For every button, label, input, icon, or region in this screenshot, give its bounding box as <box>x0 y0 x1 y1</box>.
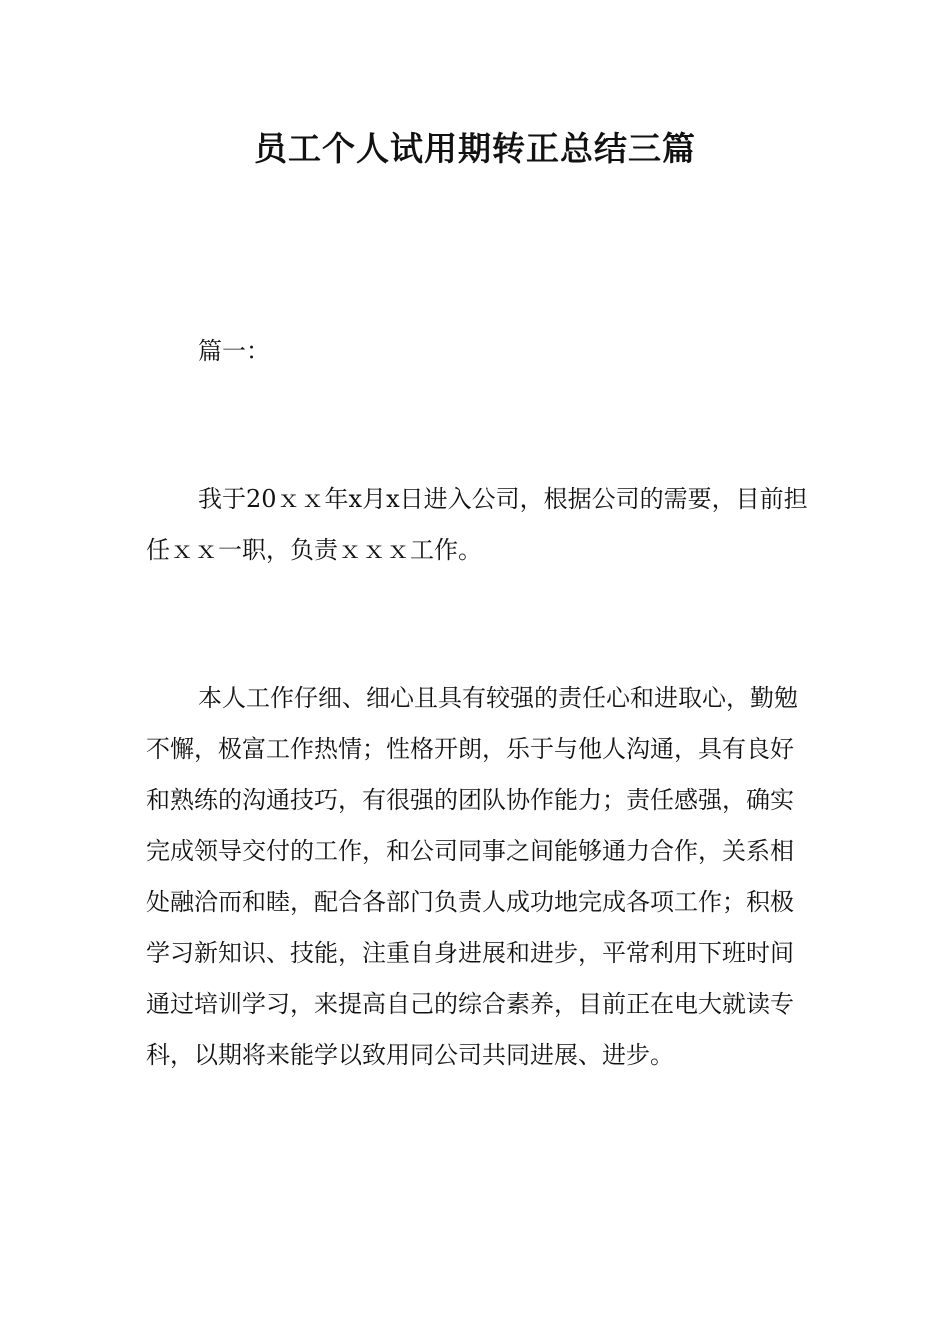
paragraph-intro: 我于20ｘｘ年x月x日进入公司，根据公司的需要，目前担任ｘｘ一职，负责ｘｘｘ工作。 <box>146 485 808 564</box>
paragraph-self-assessment: 本人工作仔细、细心且具有较强的责任心和进取心，勤勉不懈，极富工作热情；性格开朗，乐于与他人沟通，具有良好和熟练的沟通技巧，有很强的团队协作能力；责任感强，确实完成领导交付的工作，和公司同事之间能够通力合作，关系相处融洽而和睦，配合各部门负责人成功地完成各项工作；积极学习新知识、技能，注重自身进展和进步，平常利用下班时间通过培训学习，来提高自己的综合素养，目前正在电大就读专科，以期将来能学以致用同公司共同进展、进步。 <box>146 684 798 1069</box>
section-heading: 篇一： <box>198 337 270 365</box>
document-title: 员工个人试用期转正总结三篇 <box>254 129 696 168</box>
